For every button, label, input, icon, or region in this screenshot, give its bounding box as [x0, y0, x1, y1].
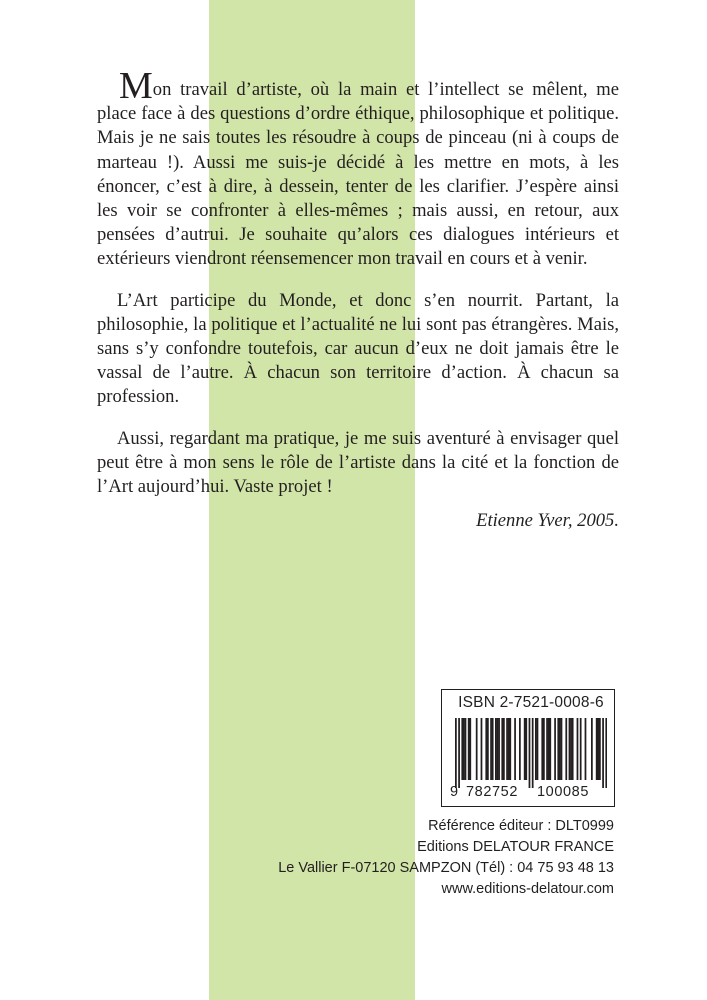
barcode-bar	[455, 718, 457, 788]
ean-group-1: 782752	[466, 784, 518, 800]
barcode-bar	[559, 718, 561, 780]
barcode-bar	[543, 718, 545, 780]
barcode-bar	[577, 718, 579, 780]
barcode-bar	[548, 718, 550, 780]
barcode-bar	[497, 718, 499, 780]
barcode-bar	[529, 718, 531, 788]
barcode-bar	[498, 718, 500, 780]
barcode-bar	[561, 718, 563, 780]
barcode-bar	[508, 718, 510, 780]
barcode-bar	[580, 718, 582, 780]
barcode-bar	[514, 718, 516, 780]
barcode-bar	[532, 718, 534, 788]
barcode-bar	[569, 718, 571, 780]
barcode-bar	[485, 718, 487, 780]
barcode-bar	[546, 718, 548, 780]
barcode-bar	[557, 718, 559, 780]
ean-lead-digit: 9	[450, 784, 459, 800]
barcode-bar	[458, 718, 460, 788]
barcode-bar	[476, 718, 478, 780]
paragraph-2: L’Art participe du Monde, et donc s’en nourrit. Partant, la philosophie, la politique et l’actualité ne lui sont pas étrangères. Mais, sans s’y confondre toutefois, car aucun d’eux ne doit jamais être le vassal de l’autre. À chacun son territoire d’action. À chacun sa profession.	[97, 289, 619, 408]
barcode-bar	[506, 718, 508, 780]
barcode-bar	[565, 718, 567, 780]
barcode-bar	[599, 718, 601, 780]
barcode-bar	[463, 718, 465, 780]
publisher-address: Le Vallier F-07120 SAMPZON (Tél) : 04 75 93 48 13	[278, 860, 614, 876]
barcode-bar	[519, 718, 521, 780]
barcode-bar	[570, 718, 572, 780]
barcode-bar	[490, 718, 492, 780]
barcode-bar	[605, 718, 607, 788]
barcode	[455, 718, 607, 788]
barcode-bar	[481, 718, 483, 780]
paragraph-1	[97, 65, 619, 272]
publisher-reference: Référence éditeur : DLT0999	[428, 818, 614, 834]
barcode-bar	[596, 718, 598, 780]
publisher-info	[278, 816, 614, 900]
isbn-label: ISBN 2-7521-0008-6	[458, 694, 604, 711]
paragraph-1-text: on travail d’artiste, où la main et l’intellect se mêlent, me place face à des questions d’ordre éthique, philosophique et politique. Mais je ne sais toutes les résoudre à coups de pinceau (ni à coups de marteau !). Aussi me suis-je décidé à les mettre en mots, à les énoncer, c’est à dire, à dessein, tenter de les clarifier. J’espère ainsi les voir se confronter à elles-mêmes ; mais aussi, en retour, aux pensées d’autrui. Je souhaite qu’alors ces dialogues intérieurs et extérieurs viendront réensemencer mon travail en cours et à venir.	[97, 79, 619, 270]
barcode-bar	[492, 718, 494, 780]
barcode-bar	[597, 718, 599, 780]
barcode-bar	[465, 718, 467, 780]
barcode-bar	[487, 718, 489, 780]
barcode-bar	[524, 718, 526, 780]
ean-group-2: 100085	[537, 784, 589, 800]
barcode-bar	[554, 718, 556, 780]
barcode-bar	[537, 718, 539, 780]
back-cover-text	[97, 65, 619, 533]
barcode-bar	[468, 718, 470, 780]
drop-cap: M	[119, 65, 153, 107]
barcode-bar	[585, 718, 587, 780]
publisher-website: www.editions-delatour.com	[441, 881, 614, 897]
barcode-bar	[572, 718, 574, 780]
barcode-bar	[501, 718, 503, 780]
barcode-bar	[535, 718, 537, 780]
barcode-bar	[549, 718, 551, 780]
barcode-bar	[469, 718, 471, 780]
paragraph-3: Aussi, regardant ma pratique, je me suis aventuré à envisager quel peut être à mon sens le rôle de l’artiste dans la cité et la fonction de l’Art aujourd’hui. Vaste projet !	[97, 427, 619, 498]
publisher-name: Editions DELATOUR FRANCE	[417, 839, 614, 855]
barcode-bar	[591, 718, 593, 780]
barcode-bar	[509, 718, 511, 780]
author-signature: Etienne Yver, 2005.	[476, 510, 619, 532]
barcode-bar	[525, 718, 527, 780]
barcode-bar	[503, 718, 505, 780]
barcode-bar	[541, 718, 543, 780]
barcode-bar	[495, 718, 497, 780]
barcode-bar	[461, 718, 463, 780]
barcode-bar	[602, 718, 604, 788]
